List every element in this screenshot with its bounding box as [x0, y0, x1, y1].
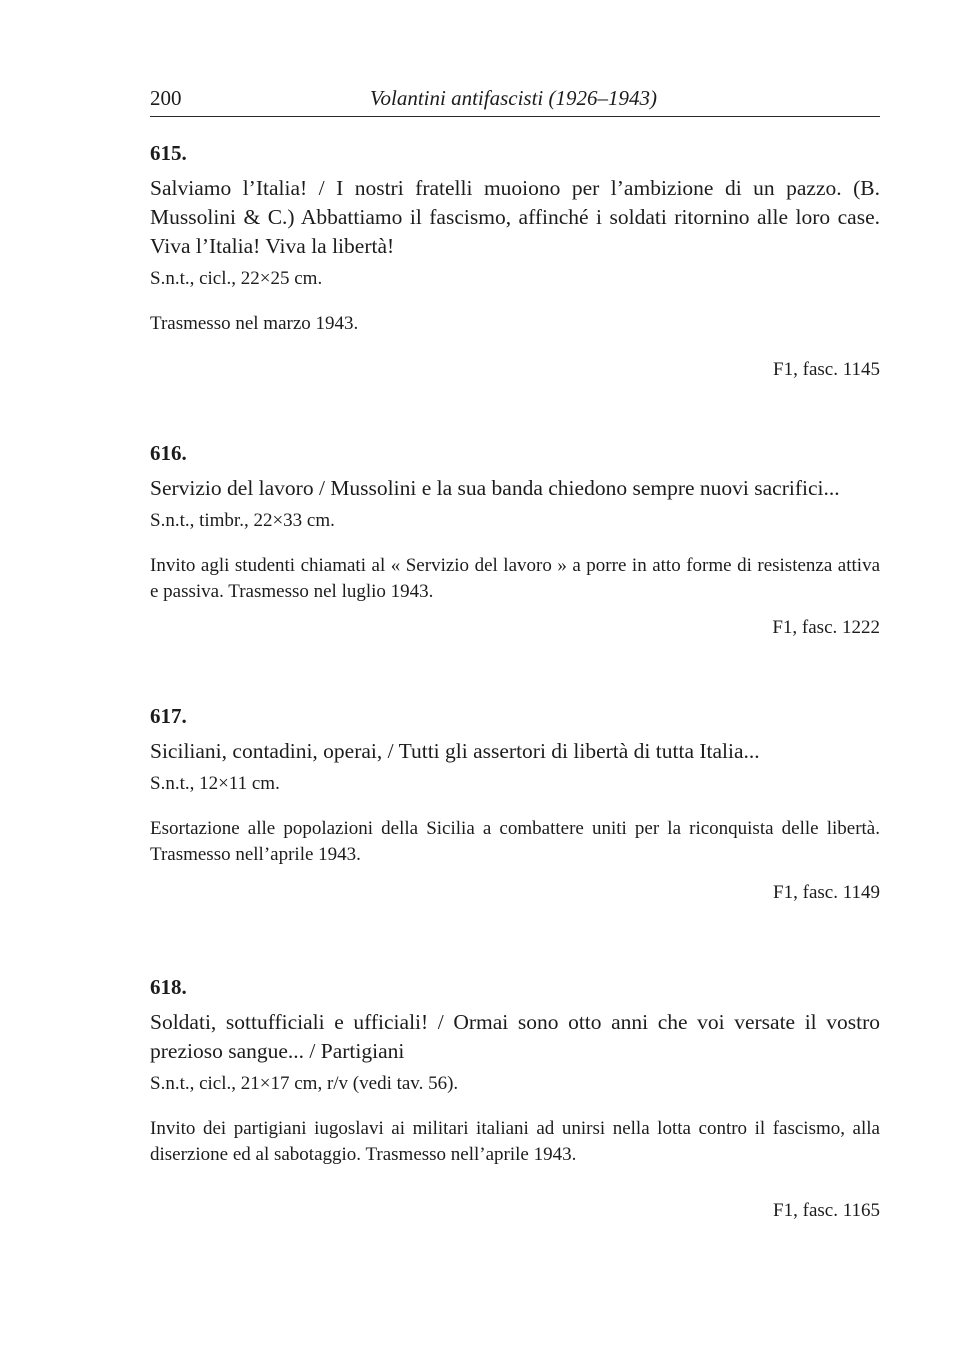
- entry-note: Trasmesso nel marzo 1943.: [150, 313, 359, 334]
- entry-title: Servizio del lavoro / Mussolini e la sua banda chiedono sempre nuovi sacrifici...: [150, 476, 840, 500]
- entry-number: 617.: [150, 704, 187, 728]
- running-head: [150, 86, 880, 116]
- entry-title: Soldati, sottufficiali e ufficiali! / Ormai sono otto anni che voi versate il vostro prezioso sangue... / Partigiani: [150, 1010, 880, 1063]
- entry-note: Invito dei partigiani iugoslavi ai militari italiani ad unirsi nella lotta contro il fascismo, alla diserzione ed al sabotaggio. Trasmesso nell’aprile 1943.: [150, 1118, 880, 1165]
- catalog-entry: [150, 974, 880, 1224]
- catalog-entry: [150, 140, 880, 383]
- entry-reference: F1, fasc. 1222: [772, 617, 880, 638]
- entry-description: S.n.t., 12×11 cm.: [150, 773, 280, 794]
- entry-number: 615.: [150, 141, 187, 165]
- book-title: Volantini antifascisti (1926–1943): [370, 86, 657, 110]
- entry-number: 616.: [150, 441, 187, 465]
- entry-note: Invito agli studenti chiamati al « Servizio del lavoro » a porre in atto forme di resistenza attiva e passiva. Trasmesso nel luglio 1943.: [150, 555, 880, 602]
- entry-description: S.n.t., cicl., 22×25 cm.: [150, 268, 323, 289]
- entry-reference: F1, fasc. 1165: [773, 1200, 880, 1221]
- entry-description: S.n.t., timbr., 22×33 cm.: [150, 510, 335, 531]
- document-page: [150, 0, 880, 1370]
- entry-description: S.n.t., cicl., 21×17 cm, r/v (vedi tav. 56).: [150, 1073, 459, 1094]
- catalog-entry: [150, 440, 880, 641]
- page-number: 200: [150, 86, 182, 110]
- entry-reference: F1, fasc. 1145: [773, 359, 880, 380]
- entry-number: 618.: [150, 975, 187, 999]
- header-rule: [150, 116, 880, 117]
- entry-title: Salviamo l’Italia! / I nostri fratelli muoiono per l’ambizione di un pazzo. (B. Mussolini & C.) Abbattiamo il fascismo, affinché i soldati ritornino alle loro case. Viva l’Italia! Viva la libertà!: [150, 176, 880, 258]
- entry-title: Siciliani, contadini, operai, / Tutti gli assertori di libertà di tutta Italia...: [150, 739, 760, 763]
- entry-reference: F1, fasc. 1149: [773, 882, 880, 903]
- entry-note: Esortazione alle popolazioni della Sicilia a combattere uniti per la riconquista delle libertà. Trasmesso nell’aprile 1943.: [150, 818, 880, 865]
- catalog-entry: [150, 703, 880, 906]
